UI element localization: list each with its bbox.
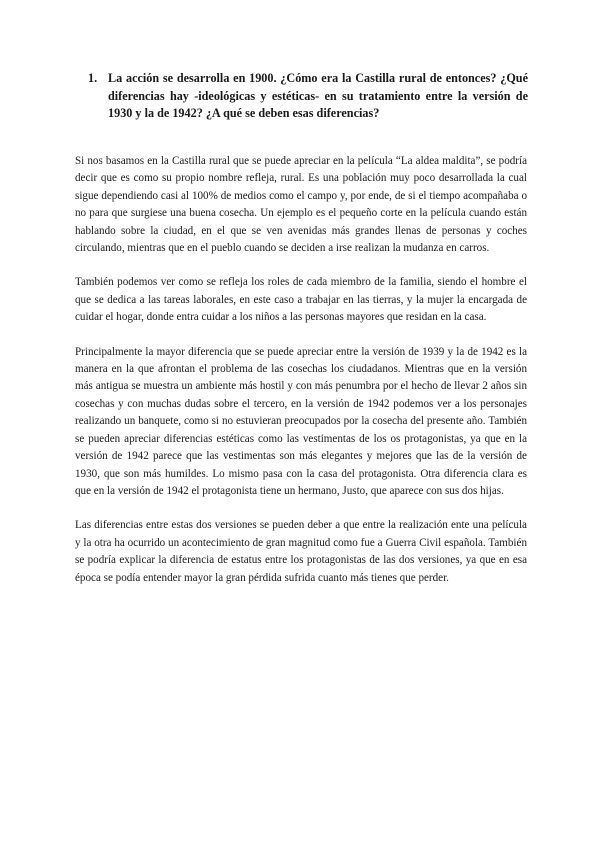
answer-body [75,153,527,604]
paragraph-4: Las diferencias entre estas dos versiones se pueden deber a que entre la realización ente una película y la otra ha ocurrido un acontecimiento de gran magnitud como fue a Guerra Civil española. También se podría explicar la diferencia de estatus entre los protagonistas de las dos versiones, ya que en esa época se podía entender mayor la gran pérdida sufrida cuanto más tienes que perder. [75,519,527,584]
question-heading [88,70,528,123]
paragraph-1: Si nos basamos en la Castilla rural que se puede apreciar en la película “La aldea maldita”, se podría decir que es como su propio nombre refleja, rural. Es una población muy poco desarrollada la cual sigue dependiendo casi al 100% de medios como el campo y, por ende, de si el tiempo acompañaba o no para que surgiese una buena cosecha. Un ejemplo es el pequeño corte en la película cuando están hablando sobre la ciudad, en el que se ven avenidas más grandes llenas de personas y coches circulando, mientras que en el pueblo cuando se deciden a irse realizan la mudanza en carros. [75,155,527,255]
question-number: 1. [88,71,98,85]
paragraph-2: También podemos ver como se refleja los roles de cada miembro de la familia, siendo el hombre el que se dedica a las tareas laborales, en este caso a trabajar en las tierras, y la mujer la encargada de cuidar el hogar, donde entra cuidar a los niños a las personas mayores que residan en la casa. [75,276,527,324]
question-text: La acción se desarrolla en 1900. ¿Cómo era la Castilla rural de entonces? ¿Qué diferencias hay -ideológicas y estéticas- en su tratamiento entre la versión de 1930 y la de 1942? ¿A qué se deben esas diferencias? [108,71,528,120]
paragraph-3: Principalmente la mayor diferencia que se puede apreciar entre la versión de 1939 y la de 1942 es la manera en la que afrontan el problema de las cosechas los ciudadanos. Mientras que en la versión más antigua se muestra un ambiente más hostil y con más penumbra por el hecho de llevar 2 años sin cosechas y con muchas dudas sobre el tercero, en la versión de 1942 podemos ver a los personajes realizando un banquete, como si no estuvieran preocupados por la cosecha del presente año. También se pueden apreciar diferencias estéticas como las vestimentas de los os protagonistas, ya que en la versión de 1942 parece que las vestimentas son más elegantes y mejores que las de la versión de 1930, que son más humildes. Lo mismo pasa con la casa del protagonista. Otra diferencia clara es que en la versión de 1942 el protagonista tiene un hermano, Justo, que aparece con sus dos hijas. [75,345,527,497]
